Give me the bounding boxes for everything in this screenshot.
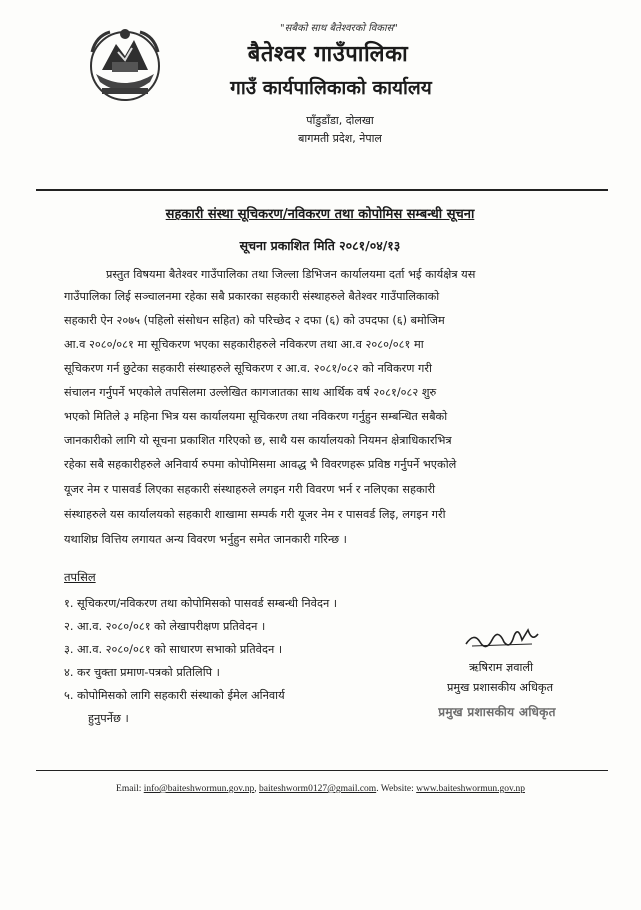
notice-subject: सहकारी संस्था सूचिकरण/नविकरण तथा कोपोमिस सम्बन्धी सूचना <box>165 207 475 222</box>
separator: , <box>254 784 257 794</box>
body-line: सूचिकरण गर्न छुटेका सहकारी संस्थाहरुले सूचिकरण र आ.व. २०८१/०८२ को नविकरण गरी <box>64 362 432 375</box>
body-line: जानकारीको लागि यो सूचना प्रकाशित गरिएको छ, साथै यस कार्यालयको नियमन क्षेत्राधिकारभित्र <box>64 434 452 447</box>
body-line: सहकारी ऐन २०७५ (पहिलो संसोधन सहित) को परिच्छेद २ दफा (६) को उपदफा (६) बमोजिम <box>64 314 445 327</box>
footer-divider <box>36 770 608 771</box>
email-label: Email: <box>116 784 142 794</box>
list-item: १. सूचिकरण/नविकरण तथा कोपोमिसको पासवर्ड सम्बन्धी निवेदन । <box>64 597 338 610</box>
body-line: यूजर नेम र पासवर्ड लिएका सहकारी संस्थाहरुले लगइन गरी विवरण भर्न र नलिएका सहकारी <box>64 483 436 496</box>
website-link[interactable]: www.baiteshwormun.gov.np <box>416 784 525 794</box>
body-line: गाउँपालिका लिई सञ्चालनमा रहेका सबै प्रकारका सहकारी संस्थाहरुले बैतेश्वर गाउँपालिकाको <box>64 290 440 303</box>
slogan: "सबैको साथ बैतेश्वरको विकास" <box>280 23 398 34</box>
footer-contact: Email: info@baiteshwormun.gov.np, baiteshworm0127@gmail.com. Website: www.baiteshwormun.gov.np <box>116 784 525 794</box>
signatory-name: ऋषिराम ज्ञवाली <box>468 661 534 674</box>
list-item: ३. आ.व. २०८०/०८१ को साधारण सभाको प्रतिवेदन । <box>64 643 283 656</box>
office-name: गाउँ कार्यपालिकाको कार्यालय <box>230 77 432 99</box>
list-heading: तपसिल <box>64 570 96 584</box>
body-line: यथाशिघ्र वित्तिय लगायत अन्य विवरण भर्नुहुन समेत जानकारी गरिन्छ । <box>64 533 347 546</box>
nepal-emblem-icon <box>82 22 168 108</box>
list-item: २. आ.व. २०८०/०८१ को लेखापरीक्षण प्रतिवेदन । <box>64 620 266 633</box>
body-line: रहेका सबै सहकारीहरुले अनिवार्य रुपमा कोपोमिसमा आवद्ध भै विवरणहरू प्रविष्ठ गर्नुपर्ने भएकोले <box>64 458 457 471</box>
body-line: प्रस्तुत विषयमा बैतेश्वर गाउँपालिका तथा जिल्ला डिभिजन कार्यालयमा दर्ता भई कार्यक्षेत्र यस <box>106 268 476 281</box>
body-line: आ.व २०८०/०८१ मा सूचिकरण भएका सहकारीहरुले नविकरण तथा आ.व २०८०/०८१ मा <box>64 338 424 351</box>
signatory-title: प्रमुख प्रशासकीय अधिकृत <box>446 681 554 694</box>
header-divider <box>36 189 608 191</box>
list-item: ४. कर चुक्ता प्रमाण-पत्रको प्रतिलिपि । <box>64 666 220 679</box>
list-item: ५. कोपोमिसको लागि सहकारी संस्थाको ईमेल अनिवार्य <box>64 689 285 702</box>
published-date: सूचना प्रकाशित मिति २०८१/०४/१३ <box>239 238 401 253</box>
signature-icon <box>462 622 542 652</box>
address-line-1: पाँडुडाँडा, दोलखा <box>306 114 374 127</box>
body-line: संस्थाहरुले यस कार्यालयको सहकारी शाखामा सम्पर्क गरी यूजर नेम र पासवर्ड लिइ, लगइन गरी <box>64 508 446 521</box>
website-label: Website: <box>380 784 414 794</box>
official-stamp: प्रमुख प्रशासकीय अधिकृत <box>438 705 556 719</box>
list-item: हुनुपर्नेछ । <box>88 712 129 725</box>
org-title: बैतेश्वर गाउँपालिका <box>247 42 409 67</box>
body-line: संचालन गर्नुपर्ने भएकोले तपसिलमा उल्लेखित कागजातका साथ आर्थिक वर्ष २०८१/०८२ शुरु <box>64 386 437 399</box>
email-link-1[interactable]: info@baiteshwormun.gov.np <box>143 784 255 794</box>
address-line-2: बागमती प्रदेश, नेपाल <box>298 132 382 145</box>
email-link-2[interactable]: baiteshworm0127@gmail.com <box>259 784 377 794</box>
body-line: भएको मितिले ३ महिना भित्र यस कार्यालयमा सूचिकरण तथा नविकरण गर्नुहुन सम्बन्धित सबैको <box>64 410 448 423</box>
